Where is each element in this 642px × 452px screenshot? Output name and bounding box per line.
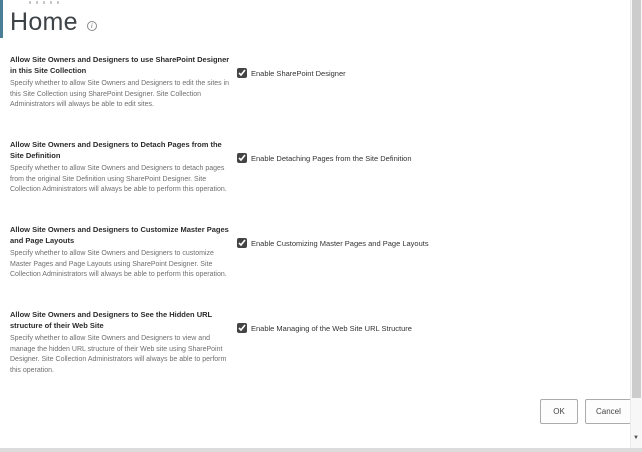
setting-description: Specify whether to allow Site Owners and Designers to detach pages from the original Site Definition using SharePoint Designer. Site Collection Administrators will always be able to perform this operation. <box>10 165 227 194</box>
setting-heading: Allow Site Owners and Designers to Customize Master Pages and Page Layouts <box>10 225 229 245</box>
enable-customizing-master-pages-checkbox[interactable] <box>237 238 247 248</box>
scrollbar-thumb[interactable] <box>632 0 641 398</box>
setting-section-hidden-url-structure <box>10 310 622 376</box>
setting-description-column <box>10 140 237 196</box>
setting-control-column <box>237 323 412 333</box>
setting-control-column <box>237 238 429 248</box>
checkbox-label[interactable]: Enable Customizing Master Pages and Page Layouts <box>251 238 429 248</box>
setting-heading: Allow Site Owners and Designers to use SharePoint Designer in this Site Collection <box>10 55 230 75</box>
page-header <box>10 8 97 37</box>
checkbox-label[interactable]: Enable SharePoint Designer <box>251 68 346 78</box>
scrollbar-down-arrow-icon[interactable]: ▼ <box>633 435 639 441</box>
checkbox-label[interactable]: Enable Managing of the Web Site URL Structure <box>251 323 412 333</box>
setting-heading: Allow Site Owners and Designers to See the Hidden URL structure of their Web Site <box>10 310 212 330</box>
setting-section-customize-master-pages <box>10 225 622 281</box>
clipped-header-text-artifact <box>29 1 63 4</box>
vertical-scrollbar[interactable] <box>630 0 642 448</box>
setting-section-detach-pages <box>10 140 622 196</box>
checkbox-label[interactable]: Enable Detaching Pages from the Site Definition <box>251 153 412 163</box>
setting-description-column <box>10 310 237 376</box>
setting-description: Specify whether to allow Site Owners and Designers to customize Master Pages and Page Layouts using SharePoint Designer. Site Collection Administrators will always be able to perform this operation. <box>10 250 227 279</box>
ok-button[interactable]: OK <box>540 399 578 424</box>
left-accent-bar <box>0 0 3 38</box>
enable-sharepoint-designer-checkbox[interactable] <box>237 68 247 78</box>
setting-description-column <box>10 225 237 281</box>
enable-managing-url-structure-checkbox[interactable] <box>237 323 247 333</box>
setting-section-sharepoint-designer <box>10 55 622 111</box>
setting-description-column <box>10 55 237 111</box>
setting-description: Specify whether to allow Site Owners and Designers to view and manage the hidden URL structure of their Web site using SharePoint Designer. Site Collection Administrators will always be able to perform this operation. <box>10 335 227 374</box>
info-icon[interactable]: i <box>87 21 97 31</box>
setting-description: Specify whether to allow Site Owners and Designers to edit the sites in this Site Collection using SharePoint Designer. Site Collection Administrators will always be able to edit sites. <box>10 80 230 109</box>
setting-control-column <box>237 68 346 78</box>
setting-heading: Allow Site Owners and Designers to Detach Pages from the Site Definition <box>10 140 222 160</box>
page-title: Home <box>10 8 78 36</box>
cancel-button[interactable]: Cancel <box>585 399 632 424</box>
horizontal-scrollbar-track[interactable] <box>0 448 642 452</box>
footer-buttons <box>540 399 632 424</box>
enable-detaching-pages-checkbox[interactable] <box>237 153 247 163</box>
setting-control-column <box>237 153 412 163</box>
